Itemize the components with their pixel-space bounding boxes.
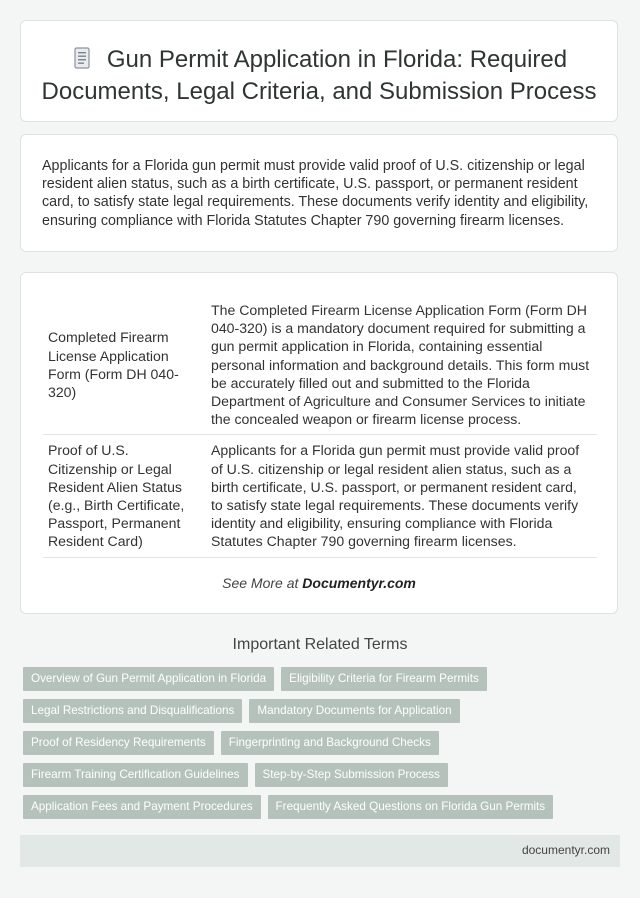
related-term-tag[interactable]: Firearm Training Certification Guidelines (23, 763, 248, 787)
related-term-tag[interactable]: Fingerprinting and Background Checks (221, 731, 439, 755)
document-table (43, 295, 597, 558)
tag-row (23, 731, 623, 755)
intro-text: Applicants for a Florida gun permit must provide valid proof of U.S. citizenship or legal resident alien status, such as a birth certificate, U.S. passport, or permanent resident card, to satisfy state legal requirements. These documents verify identity and eligibility, ensuring compliance with Florida Statutes Chapter 790 governing firearm licenses. (42, 158, 589, 229)
see-more-link[interactable] (21, 575, 617, 591)
footer (20, 835, 620, 867)
page-title-text: Gun Permit Application in Florida: Required Documents, Legal Criteria, and Submission Process (41, 46, 597, 105)
related-term-tag[interactable]: Legal Restrictions and Disqualifications (23, 699, 242, 723)
table-row (43, 295, 597, 435)
tag-row (23, 763, 623, 787)
related-terms-list (23, 667, 623, 827)
document-table-card (20, 272, 618, 614)
row-description: The Completed Firearm License Application Form (Form DH 040-320) is a mandatory document required for submitting a gun permit application in Florida, containing essential personal information and background details. This form must be accurately filled out and submitted to the Florida Department of Agriculture and Consumer Services to initiate the concealed weapon or firearm license process. (204, 295, 597, 435)
page-title (21, 45, 617, 107)
row-term: Completed Firearm License Application Form (Form DH 040-320) (43, 295, 204, 435)
related-terms-title: Important Related Terms (232, 636, 408, 653)
related-term-tag[interactable]: Step-by-Step Submission Process (255, 763, 448, 787)
see-more-site[interactable]: Documentyr.com (302, 575, 416, 591)
related-term-tag[interactable]: Application Fees and Payment Procedures (23, 795, 261, 819)
related-term-tag[interactable]: Proof of Residency Requirements (23, 731, 214, 755)
row-term: Proof of U.S. Citizenship or Legal Resident Alien Status (e.g., Birth Certificate, Passport, Permanent Resident Card) (43, 435, 204, 557)
document-icon (71, 47, 93, 77)
tag-row (23, 699, 623, 723)
related-term-tag[interactable]: Overview of Gun Permit Application in Florida (23, 667, 274, 691)
title-card (20, 20, 618, 122)
tag-row (23, 667, 623, 691)
see-more-prefix: See More at (222, 575, 299, 591)
table-row (43, 435, 597, 557)
related-term-tag[interactable]: Mandatory Documents for Application (249, 699, 459, 723)
tag-row (23, 795, 623, 819)
intro-card (20, 134, 618, 252)
related-term-tag[interactable]: Eligibility Criteria for Firearm Permits (281, 667, 487, 691)
related-term-tag[interactable]: Frequently Asked Questions on Florida Gun Permits (268, 795, 554, 819)
row-description: Applicants for a Florida gun permit must provide valid proof of U.S. citizenship or legal resident alien status, such as a birth certificate, U.S. passport, or permanent resident card, to satisfy state legal requirements. These documents verify identity and eligibility, ensuring compliance with Florida Statutes Chapter 790 governing firearm licenses. (204, 435, 597, 557)
footer-site-link[interactable]: documentyr.com (521, 843, 610, 857)
